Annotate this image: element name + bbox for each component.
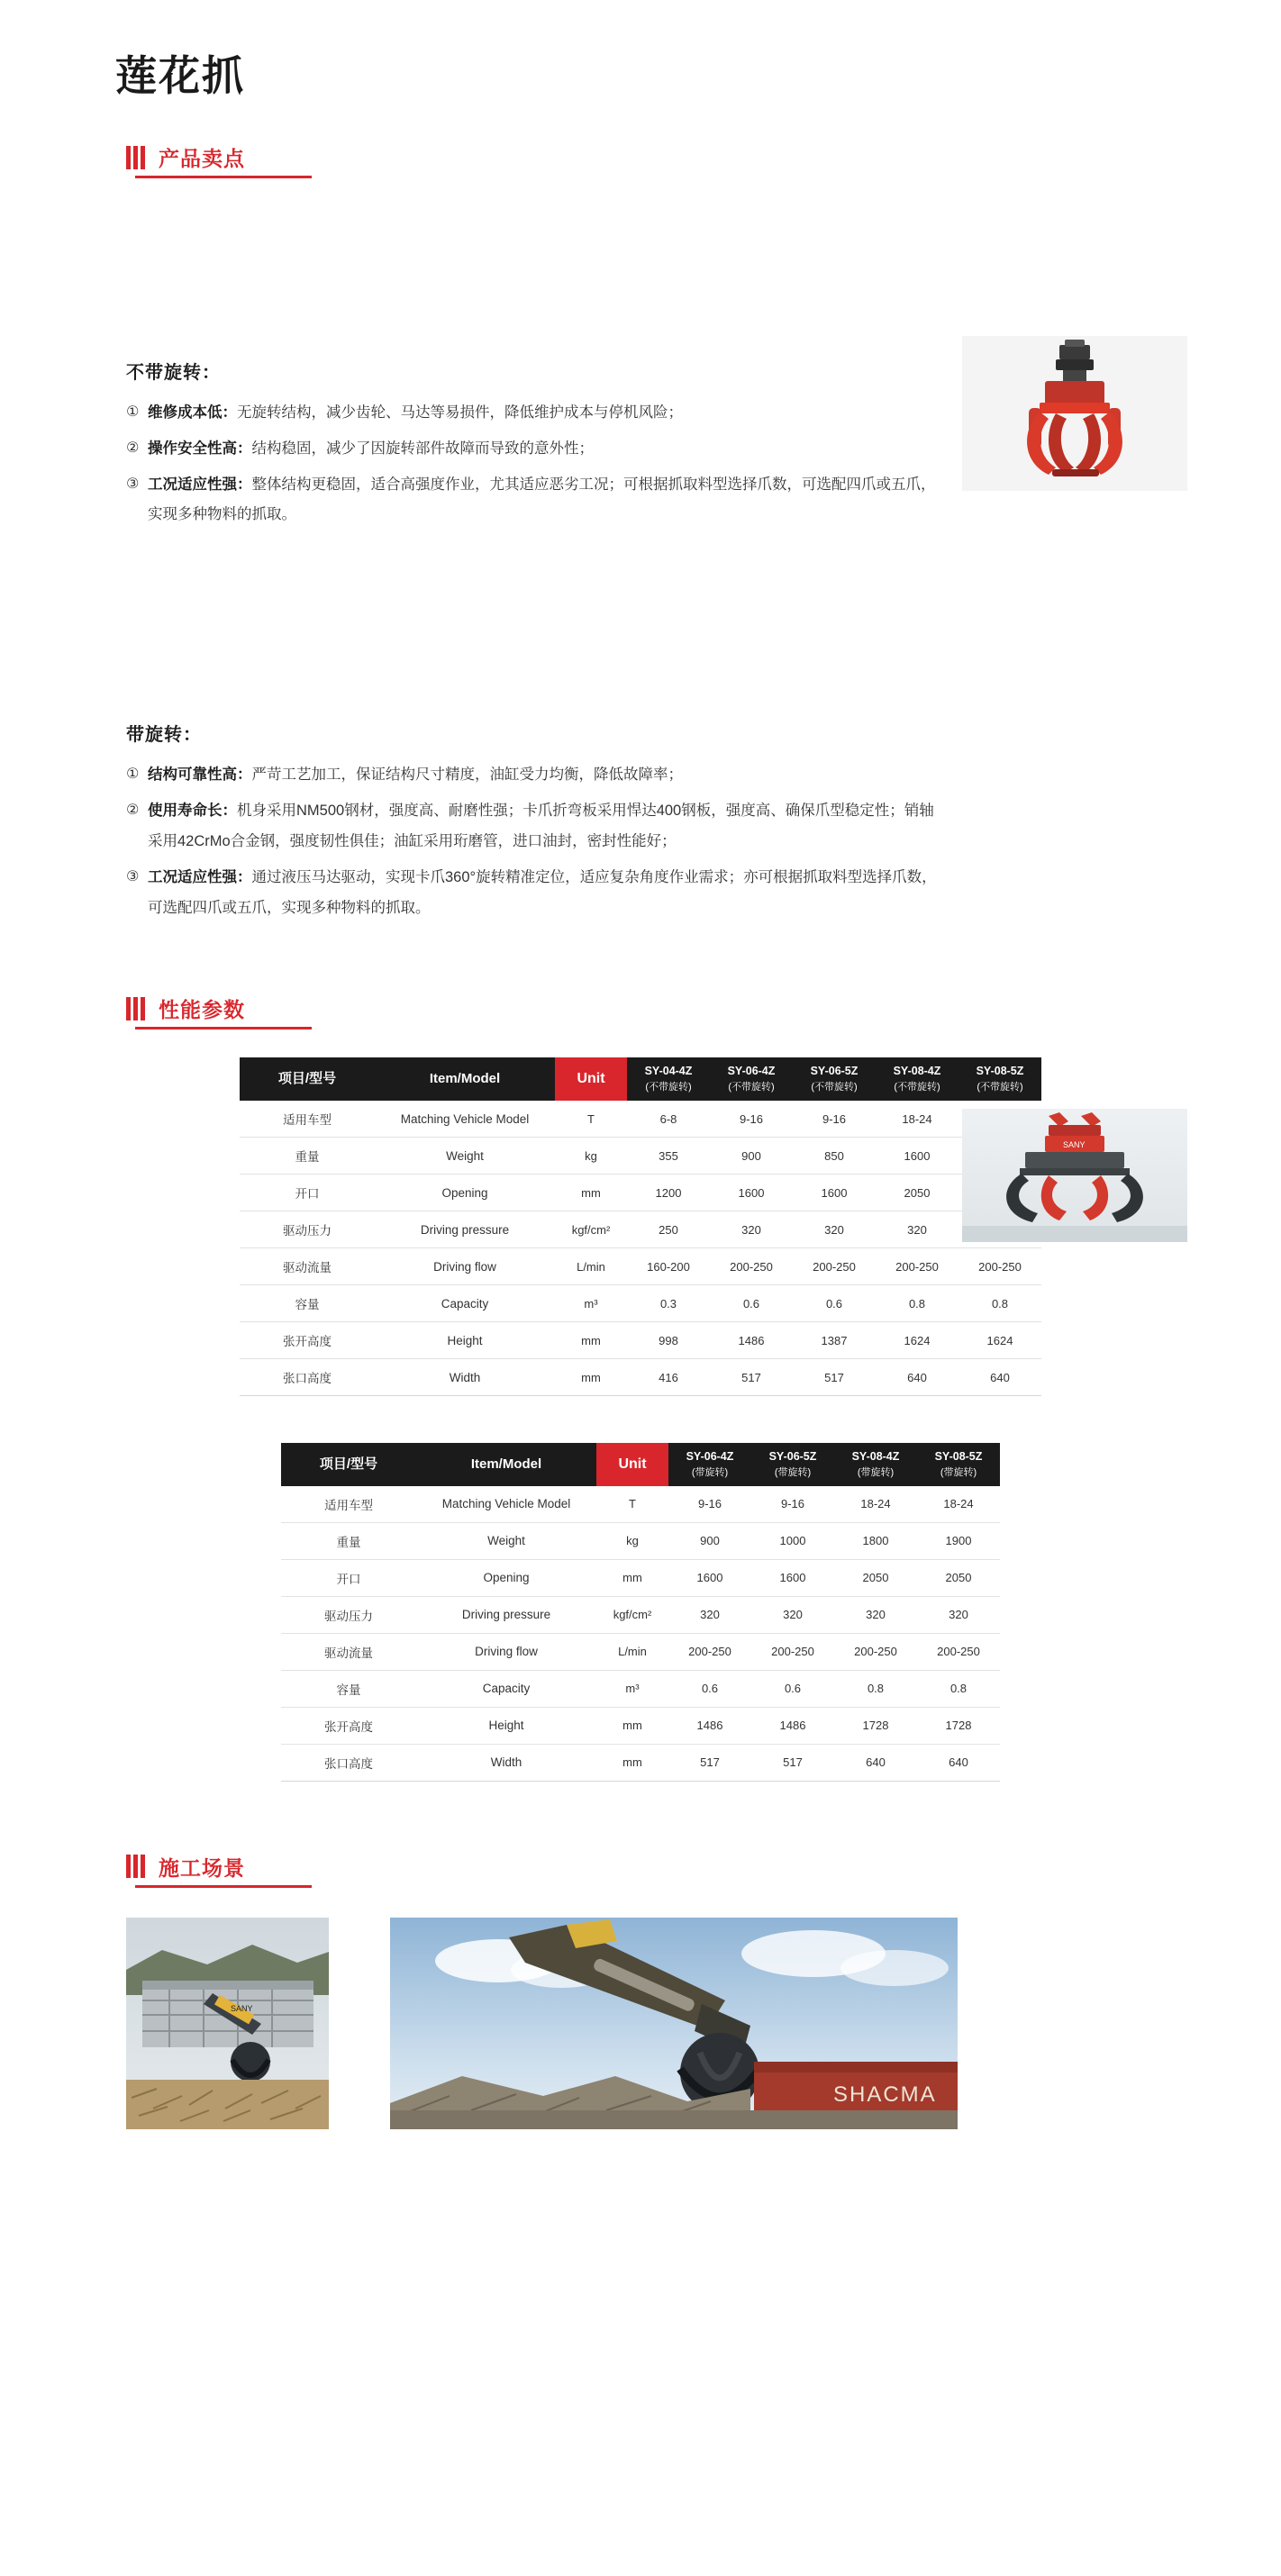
cell-value: 18-24	[834, 1486, 917, 1523]
list-item	[126, 398, 937, 429]
row-label-en: Opening	[416, 1559, 596, 1596]
th-model-1	[710, 1057, 793, 1101]
list-item	[126, 434, 937, 465]
row-unit: m³	[596, 1670, 668, 1707]
cell-value: 640	[917, 1744, 1000, 1781]
non-rotating-heading: 不带旋转：	[126, 363, 221, 383]
cell-value: 517	[751, 1744, 834, 1781]
row-label-en: Opening	[375, 1175, 555, 1211]
cell-value: 1486	[668, 1707, 751, 1744]
cell-value: 1600	[876, 1138, 958, 1175]
cell-value: 200-250	[917, 1633, 1000, 1670]
svg-text:SANY: SANY	[231, 2003, 253, 2013]
scene-image-right	[390, 1918, 958, 2129]
row-unit: mm	[596, 1707, 668, 1744]
row-unit: kgf/cm²	[555, 1211, 627, 1248]
cell-value: 200-250	[710, 1248, 793, 1285]
cell-value: 1600	[710, 1175, 793, 1211]
product-page	[0, 43, 1281, 2129]
cell-value: 1624	[876, 1322, 958, 1359]
selling-points-rotating	[126, 720, 937, 923]
cell-value: 320	[668, 1596, 751, 1633]
cell-value: 200-250	[876, 1248, 958, 1285]
row-unit: mm	[555, 1322, 627, 1359]
table-header-row	[281, 1443, 1000, 1486]
svg-text:SANY: SANY	[1063, 1140, 1086, 1150]
cell-value: 355	[627, 1138, 710, 1175]
th-unit: Unit	[596, 1443, 668, 1486]
table-row	[240, 1211, 1041, 1248]
red-bars-icon	[126, 997, 148, 1020]
th-item-en: Item/Model	[416, 1443, 596, 1486]
model-sub: (不带旋转)	[645, 1082, 692, 1093]
model-code: SY-08-5Z	[976, 1065, 1024, 1078]
table-row	[281, 1486, 1000, 1523]
selling-points-non-rotating	[126, 358, 937, 531]
svg-text:SHACMA: SHACMA	[833, 2082, 937, 2107]
item-body: 结构稳固，减少了因旋转部件故障而导致的意外性；	[251, 440, 594, 457]
cell-value: 18-24	[917, 1486, 1000, 1523]
item-number: ①	[126, 404, 140, 420]
section-title-scenes: 施工场景	[159, 1855, 245, 1880]
scene-images-row	[126, 1918, 1281, 2129]
cell-value: 900	[668, 1522, 751, 1559]
section-title-selling-points: 产品卖点	[159, 147, 245, 170]
table-row	[281, 1707, 1000, 1744]
row-label-cn: 容量	[240, 1285, 375, 1322]
th-item-cn: 项目/型号	[281, 1443, 416, 1486]
cell-value: 0.6	[793, 1285, 876, 1322]
product-image-rotating	[962, 1109, 1187, 1242]
section-underline	[135, 1885, 312, 1888]
th-item-cn: 项目/型号	[240, 1057, 375, 1101]
item-body: 通过液压马达驱动，实现卡爪360°旋转精准定位，适应复杂角度作业需求；亦可根据抓取料型选择爪数，可选配四爪或五爪，实现多种物料的抓取。	[148, 868, 937, 916]
cell-value: 517	[793, 1359, 876, 1396]
list-item	[126, 760, 937, 791]
model-code: SY-06-5Z	[768, 1450, 817, 1464]
row-label-en: Capacity	[416, 1670, 596, 1707]
item-number: ①	[126, 766, 140, 783]
section-header-performance	[126, 993, 1281, 1023]
row-label-cn: 适用车型	[281, 1486, 416, 1523]
table-row	[240, 1322, 1041, 1359]
item-lead: 工况适应性强：	[148, 868, 252, 885]
item-lead: 结构可靠性高：	[148, 766, 252, 784]
row-label-en: Driving flow	[416, 1633, 596, 1670]
row-label-en: Capacity	[375, 1285, 555, 1322]
row-label-en: Weight	[375, 1138, 555, 1175]
item-number: ②	[126, 803, 140, 819]
table-row	[240, 1285, 1041, 1322]
cell-value: 0.8	[917, 1670, 1000, 1707]
row-label-en: Weight	[416, 1522, 596, 1559]
table-row	[240, 1175, 1041, 1211]
row-label-cn: 张开高度	[281, 1707, 416, 1744]
row-label-cn: 张口高度	[281, 1744, 416, 1781]
item-lead: 操作安全性高：	[148, 440, 252, 457]
row-unit: m³	[555, 1285, 627, 1322]
row-label-cn: 重量	[281, 1522, 416, 1559]
model-code: SY-08-4Z	[893, 1065, 941, 1078]
cell-value: 0.6	[668, 1670, 751, 1707]
row-label-en: Width	[416, 1744, 596, 1781]
row-label-cn: 适用车型	[240, 1101, 375, 1138]
item-text	[148, 760, 937, 791]
row-label-cn: 驱动流量	[281, 1633, 416, 1670]
row-label-cn: 重量	[240, 1138, 375, 1175]
cell-value: 18-24	[876, 1101, 958, 1138]
row-label-cn: 驱动流量	[240, 1248, 375, 1285]
cell-value: 320	[834, 1596, 917, 1633]
row-unit: mm	[596, 1744, 668, 1781]
cell-value: 1800	[834, 1522, 917, 1559]
list-item	[126, 470, 937, 531]
model-sub: (带旋转)	[774, 1466, 812, 1478]
cell-value: 1624	[958, 1322, 1041, 1359]
page-title: 莲花抓	[115, 52, 245, 99]
row-unit: T	[596, 1486, 668, 1523]
item-text	[148, 398, 937, 429]
row-label-cn: 开口	[281, 1559, 416, 1596]
item-lead: 维修成本低：	[148, 404, 237, 421]
cell-value: 320	[751, 1596, 834, 1633]
model-sub: (带旋转)	[940, 1466, 977, 1478]
cell-value: 2050	[876, 1175, 958, 1211]
item-number: ③	[126, 868, 140, 884]
product-image-non-rotating	[962, 336, 1187, 491]
item-number: ②	[126, 440, 140, 456]
row-label-cn: 张口高度	[240, 1359, 375, 1396]
row-unit: L/min	[596, 1633, 668, 1670]
item-lead: 使用寿命长：	[148, 803, 237, 820]
cell-value: 160-200	[627, 1248, 710, 1285]
cell-value: 320	[917, 1596, 1000, 1633]
item-body: 严苛工艺加工，保证结构尺寸精度，油缸受力均衡，降低故障率；	[251, 766, 683, 784]
cell-value: 0.6	[751, 1670, 834, 1707]
row-label-en: Driving flow	[375, 1248, 555, 1285]
th-model-3	[917, 1443, 1000, 1486]
row-label-en: Matching Vehicle Model	[416, 1486, 596, 1523]
section-title-performance: 性能参数	[159, 998, 245, 1022]
cell-value: 517	[668, 1744, 751, 1781]
cell-value: 250	[627, 1211, 710, 1248]
cell-value: 320	[793, 1211, 876, 1248]
cell-value: 9-16	[793, 1101, 876, 1138]
list-item	[126, 796, 937, 857]
cell-value: 517	[710, 1359, 793, 1396]
table-row	[281, 1744, 1000, 1781]
cell-value: 0.3	[627, 1285, 710, 1322]
model-code: SY-08-5Z	[934, 1450, 983, 1464]
cell-value: 2050	[834, 1559, 917, 1596]
row-label-cn: 张开高度	[240, 1322, 375, 1359]
table-row	[281, 1559, 1000, 1596]
row-label-en: Matching Vehicle Model	[375, 1101, 555, 1138]
cell-value: 1728	[834, 1707, 917, 1744]
model-code: SY-06-5Z	[810, 1065, 859, 1078]
item-lead: 工况适应性强：	[148, 476, 252, 493]
model-code: SY-06-4Z	[686, 1450, 734, 1464]
item-number: ③	[126, 476, 140, 492]
red-bars-icon	[126, 1855, 148, 1878]
cell-value: 900	[710, 1138, 793, 1175]
cell-value: 320	[710, 1211, 793, 1248]
cell-value: 1387	[793, 1322, 876, 1359]
row-label-en: Driving pressure	[416, 1596, 596, 1633]
model-sub: (不带旋转)	[977, 1082, 1023, 1093]
table-row	[240, 1248, 1041, 1285]
model-sub: (不带旋转)	[728, 1082, 775, 1093]
row-unit: mm	[596, 1559, 668, 1596]
section-header-selling-points	[126, 142, 1281, 172]
cell-value: 1200	[627, 1175, 710, 1211]
row-unit: mm	[555, 1359, 627, 1396]
model-sub: (不带旋转)	[811, 1082, 858, 1093]
table-row	[240, 1101, 1041, 1138]
cell-value: 0.8	[958, 1285, 1041, 1322]
item-text	[148, 863, 937, 924]
spec-table-non-rotating	[240, 1057, 1041, 1396]
table-row	[281, 1522, 1000, 1559]
cell-value: 9-16	[751, 1486, 834, 1523]
row-unit: T	[555, 1101, 627, 1138]
cell-value: 6-8	[627, 1101, 710, 1138]
cell-value: 0.8	[876, 1285, 958, 1322]
th-model-2	[834, 1443, 917, 1486]
cell-value: 1486	[751, 1707, 834, 1744]
th-model-1	[751, 1443, 834, 1486]
cell-value: 640	[834, 1744, 917, 1781]
row-unit: L/min	[555, 1248, 627, 1285]
th-model-0	[627, 1057, 710, 1101]
model-sub: (不带旋转)	[894, 1082, 940, 1093]
row-unit: kgf/cm²	[596, 1596, 668, 1633]
cell-value: 1900	[917, 1522, 1000, 1559]
list-item	[126, 863, 937, 924]
item-text	[148, 434, 937, 465]
model-code: SY-04-4Z	[644, 1065, 693, 1078]
model-sub: (带旋转)	[857, 1466, 895, 1478]
model-code: SY-06-4Z	[727, 1065, 776, 1078]
cell-value: 200-250	[751, 1633, 834, 1670]
item-body: 无旋转结构，减少齿轮、马达等易损件，降低维护成本与停机风险；	[237, 404, 683, 421]
row-label-en: Height	[375, 1322, 555, 1359]
row-label-cn: 开口	[240, 1175, 375, 1211]
row-unit: kg	[555, 1138, 627, 1175]
cell-value: 1728	[917, 1707, 1000, 1744]
th-model-4	[958, 1057, 1041, 1101]
th-model-0	[668, 1443, 751, 1486]
th-unit: Unit	[555, 1057, 627, 1101]
table-row	[240, 1359, 1041, 1396]
row-label-en: Driving pressure	[375, 1211, 555, 1248]
cell-value: 320	[876, 1211, 958, 1248]
model-sub: (带旋转)	[691, 1466, 729, 1478]
cell-value: 850	[793, 1138, 876, 1175]
cell-value: 1000	[751, 1522, 834, 1559]
item-text	[148, 470, 937, 531]
th-model-2	[793, 1057, 876, 1101]
row-label-en: Height	[416, 1707, 596, 1744]
cell-value: 1486	[710, 1322, 793, 1359]
red-bars-icon	[126, 146, 148, 169]
section-header-scenes	[126, 1852, 1281, 1882]
rotating-heading: 带旋转：	[126, 725, 202, 746]
row-unit: mm	[555, 1175, 627, 1211]
cell-value: 1600	[793, 1175, 876, 1211]
spec-table-rotating	[281, 1443, 1000, 1782]
th-model-3	[876, 1057, 958, 1101]
item-text	[148, 796, 937, 857]
row-label-cn: 驱动压力	[240, 1211, 375, 1248]
cell-value: 200-250	[834, 1633, 917, 1670]
cell-value: 9-16	[668, 1486, 751, 1523]
cell-value: 998	[627, 1322, 710, 1359]
row-label-en: Width	[375, 1359, 555, 1396]
section-underline	[135, 176, 312, 178]
cell-value: 2050	[917, 1559, 1000, 1596]
item-body: 整体结构更稳固，适合高强度作业，尤其适应恶劣工况；可根据抓取料型选择爪数，可选配四爪或五爪，实现多种物料的抓取。	[148, 476, 936, 523]
model-code: SY-08-4Z	[851, 1450, 900, 1464]
cell-value: 9-16	[710, 1101, 793, 1138]
cell-value: 640	[958, 1359, 1041, 1396]
table-row	[240, 1138, 1041, 1175]
section-underline	[135, 1027, 312, 1029]
item-body: 机身采用NM500钢材，强度高、耐磨性强；卡爪折弯板采用悍达400钢板，强度高、确保爪型稳定性；销轴采用42CrMo合金钢，强度韧性俱佳；油缸采用珩磨管，进口油封，密封性能好；	[148, 803, 934, 849]
row-label-cn: 驱动压力	[281, 1596, 416, 1633]
table-row	[281, 1633, 1000, 1670]
table-row	[281, 1596, 1000, 1633]
row-label-cn: 容量	[281, 1670, 416, 1707]
cell-value: 200-250	[668, 1633, 751, 1670]
cell-value: 1600	[751, 1559, 834, 1596]
cell-value: 0.8	[834, 1670, 917, 1707]
table-header-row	[240, 1057, 1041, 1101]
row-unit: kg	[596, 1522, 668, 1559]
table-row	[281, 1670, 1000, 1707]
cell-value: 640	[876, 1359, 958, 1396]
cell-value: 416	[627, 1359, 710, 1396]
scene-image-left	[126, 1918, 329, 2129]
cell-value: 200-250	[793, 1248, 876, 1285]
cell-value: 200-250	[958, 1248, 1041, 1285]
cell-value: 0.6	[710, 1285, 793, 1322]
spec-table-2-wrapper	[0, 1443, 1281, 1782]
cell-value: 1600	[668, 1559, 751, 1596]
th-item-en: Item/Model	[375, 1057, 555, 1101]
